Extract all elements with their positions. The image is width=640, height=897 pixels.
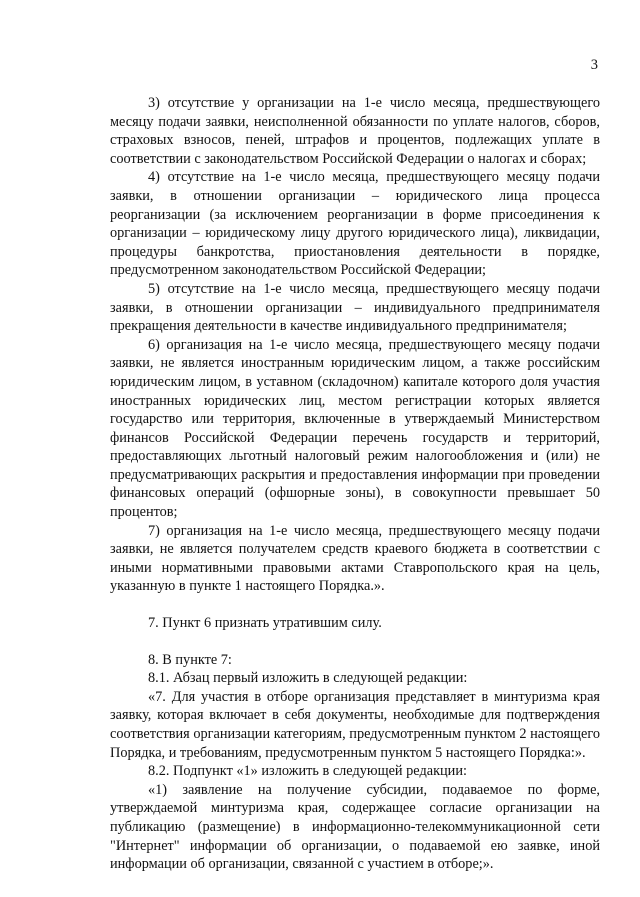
paragraph-item-6: 6) организация на 1-е число месяца, предшествующего месяцу подачи заявки, не является иностранным юридическим лицом, а также российским юридическим лицом, в уставном (складочном) капитале которого доля участия иностранных юридических лиц, местом регистрации которых является государство или территория, включенные в утверждаемый Министерством финансов Российской Федерации перечень государств и территорий, предоставляющих льготный налоговый режим налогообложения и (или) не предусматривающих раскрытия и предоставления информации при проведении финансовых операций (офшорные зоны), в совокупности превышает 50 процентов;	[110, 336, 600, 521]
paragraph-point-8: 8. В пункте 7:	[148, 651, 232, 668]
paragraph-point-8-1: 8.1. Абзац первый изложить в следующей редакции:	[148, 670, 468, 687]
paragraph-item-3: 3) отсутствие у организации на 1-е число месяца, предшествующего месяцу подачи заявки, неисполненной обязанности по уплате налогов, сборов, страховых взносов, пеней, штрафов и процентов, подлежащих уплате в соответствии с законодательством Российской Федерации о налогах и сборах;	[110, 95, 600, 167]
paragraph-point-8-2: 8.2. Подпункт «1» изложить в следующей редакции:	[148, 763, 467, 780]
paragraph-item-7: 7) организация на 1-е число месяца, предшествующего месяцу подачи заявки, не является получателем средств краевого бюджета в соответствии с иными нормативными правовыми актами Ставропольского края на цель, указанную в пункте 1 настоящего Порядка.».	[110, 522, 600, 595]
paragraph-point-7: 7. Пункт 6 признать утратившим силу.	[148, 615, 382, 632]
document-body	[110, 94, 600, 874]
paragraph-item-4: 4) отсутствие на 1-е число месяца, предшествующего месяцу подачи заявки, в отношении организации – юридического лица процесса реорганизации (за исключением реорганизации в форме присоединения к организации – юридическому лицу другого юридического лица), ликвидации, процедуры банкротства, приостановления деятельности в порядке, предусмотренном законодательством Российской Федерации;	[110, 169, 600, 279]
page-number: 3	[590, 57, 598, 73]
paragraph-quote-7: «7. Для участия в отборе организация представляет в минтуризма края заявку, которая включает в себя документы, необходимые для подтверждения соответствия организации категориям, предусмотренным пунктом 2 настоящего Порядка, и требованиям, предусмотренным пунктом 5 настоящего Порядка:».	[110, 688, 600, 761]
paragraph-item-5: 5) отсутствие на 1-е число месяца, предшествующего месяцу подачи заявки, в отношении организации – индивидуального предпринимателя прекращения деятельности в качестве индивидуального предпринимателя;	[110, 280, 600, 335]
paragraph-quote-1: «1) заявление на получение субсидии, подаваемое по форме, утверждаемой минтуризма края, содержащее согласие организации на публикацию (размещение) в информационно-телекоммуникационной сети "Интернет" информации об организации, о подаваемой ею заявке, иной информации об организации, связанной с участием в отборе;».	[110, 781, 600, 873]
